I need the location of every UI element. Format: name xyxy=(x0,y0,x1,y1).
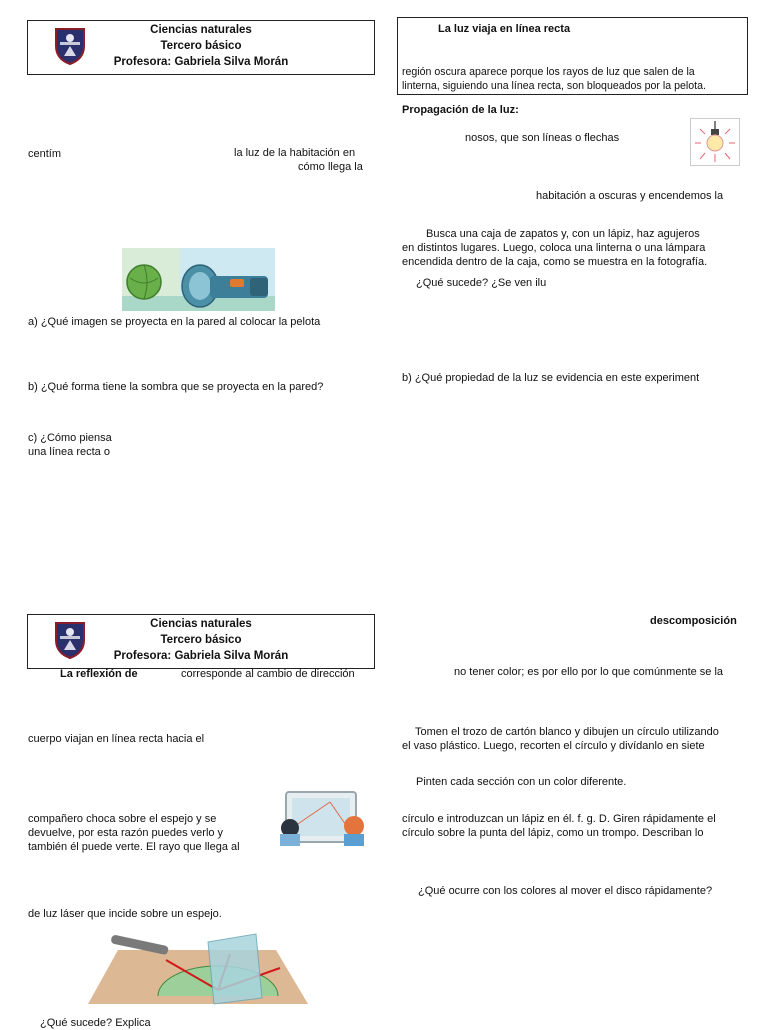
spin-line: círculo sobre la punta del lápiz, como un trompo. Describan lo xyxy=(402,827,704,839)
question-a-right: ¿Qué sucede? ¿Se ven ilu xyxy=(416,277,547,289)
mirror-illustration xyxy=(270,788,370,848)
header-box-top xyxy=(27,20,375,75)
flashlight-ball-illustration xyxy=(122,248,275,311)
propagation-text: nosos, que son líneas o flechas xyxy=(465,132,620,144)
spin-line: círculo e introduzcan un lápiz en él. f. g. D. Giren rápidamente el xyxy=(402,813,716,825)
activity-line: en distintos lugares. Luego, coloca una linterna o una lámpara xyxy=(402,242,706,254)
no-color-text: no tener color; es por ello por lo que comúnmente se la xyxy=(454,666,724,678)
mirror-text-line: también él puede verte. El rayo que llega al xyxy=(28,841,240,853)
flashlight-ball-image xyxy=(122,248,275,311)
header-grade: Tercero básico xyxy=(160,40,242,52)
header-teacher: Profesora: Gabriela Silva Morán xyxy=(113,56,289,68)
header-teacher: Profesora: Gabriela Silva Morán xyxy=(113,650,289,662)
cm-text: centím xyxy=(28,148,62,160)
cardboard-line: Tomen el trozo de cartón blanco y dibujen un círculo utilizando xyxy=(415,726,719,738)
room-text: habitación a oscuras y encendemos la xyxy=(536,190,724,202)
question-colors: ¿Qué ocurre con los colores al mover el disco rápidamente? xyxy=(418,885,713,897)
how-arrives-text: cómo llega la xyxy=(298,161,363,173)
reflection-title: La reflexión de xyxy=(60,668,138,680)
mirror-text-line: compañero choca sobre el espejo y se xyxy=(28,813,217,825)
question-c-line: c) ¿Cómo piensa xyxy=(28,432,112,444)
question-explain: ¿Qué sucede? Explica xyxy=(40,1017,151,1029)
decomposition-title: descomposición xyxy=(650,615,737,627)
mirror-text-line: devuelve, por esta razón puedes verlo y xyxy=(28,827,224,839)
header-subject: Ciencias naturales xyxy=(150,24,252,36)
box-text-line: linterna, siguiendo una línea recta, son bloqueados por la pelota. xyxy=(402,80,706,92)
mirror-children-image xyxy=(270,788,370,848)
question-a-left: a) ¿Qué imagen se proyecta en la pared al colocar la pelota xyxy=(28,316,321,328)
reflection-text: corresponde al cambio de dirección xyxy=(181,668,355,680)
activity-line: encendida dentro de la caja, como se muestra en la fotografía. xyxy=(402,256,708,268)
header-grade: Tercero básico xyxy=(160,634,242,646)
room-light-text: la luz de la habitación en xyxy=(234,147,356,159)
laser-mirror-image xyxy=(58,928,320,1008)
header-subject: Ciencias naturales xyxy=(150,618,252,630)
laser-text: de luz láser que incide sobre un espejo. xyxy=(28,908,222,920)
question-b-right: b) ¿Qué propiedad de la luz se evidencia en este experiment xyxy=(402,372,700,384)
laser-mirror-illustration xyxy=(58,928,320,1008)
light-bulb-icon xyxy=(691,119,739,165)
activity-line: Busca una caja de zapatos y, con un lápiz, haz agujeros xyxy=(426,228,700,240)
question-c-line: una línea recta o xyxy=(28,446,110,458)
body-text: cuerpo viajan en línea recta hacia el xyxy=(28,733,205,745)
topic-box-top-right xyxy=(397,17,748,95)
header-box-bottom xyxy=(27,614,375,669)
topic-title: La luz viaja en línea recta xyxy=(438,23,571,35)
question-b-left: b) ¿Qué forma tiene la sombra que se proyecta en la pared? xyxy=(28,381,324,393)
box-text-line: región oscura aparece porque los rayos de luz que salen de la xyxy=(402,66,695,78)
light-bulb-image xyxy=(690,118,740,166)
cardboard-line: el vaso plástico. Luego, recorten el círculo y divídanlo en siete xyxy=(402,740,705,752)
propagation-title: Propagación de la luz: xyxy=(402,104,519,116)
paint-text: Pinten cada sección con un color diferente. xyxy=(416,776,627,788)
